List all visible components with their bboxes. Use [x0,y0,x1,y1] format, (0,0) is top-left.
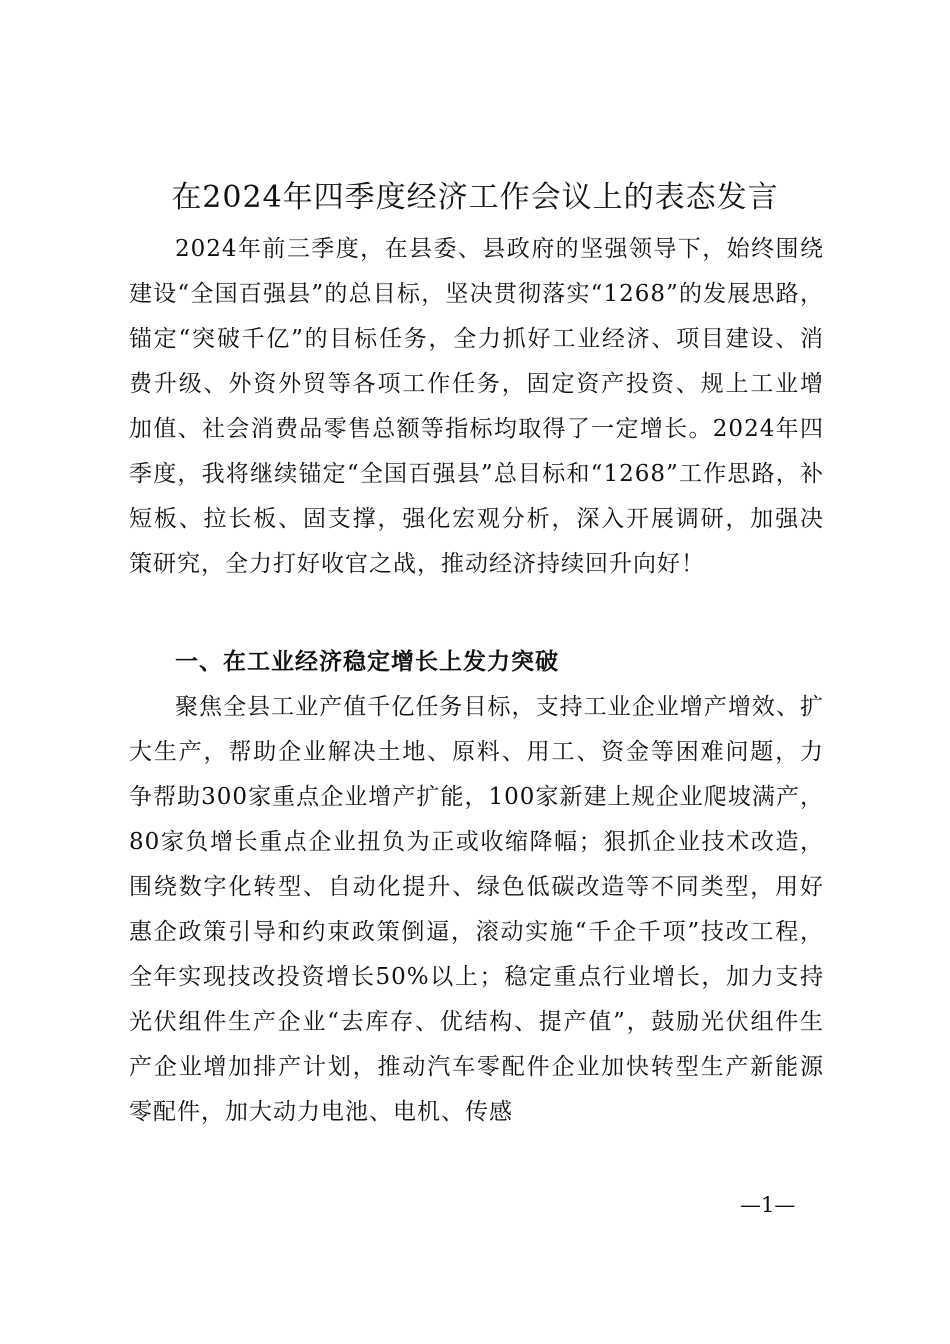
intro-paragraph: 2024年前三季度，在县委、县政府的坚强领导下，始终围绕建设“全国百强县”的总目标，坚决贯彻落实“1268”的发展思路，锚定“突破千亿”的目标任务，全力抓好工业经济、项目建设、消费升级、外资外贸等各项工作任务，固定资产投资、规上工业增加值、社会消费品零售总额等指标均取得了一定增长。2024年四季度，我将继续锚定“全国百强县”总目标和“1268”工作思路，补短板、拉长板、固支撑，强化宏观分析，深入开展调研，加强决策研究，全力打好收官之战，推动经济持续回升向好！ [129,236,824,577]
page-number: —1— [740,1193,796,1217]
section-paragraph: 聚焦全县工业产值千亿任务目标，支持工业企业增产增效、扩大生产，帮助企业解决土地、原料、用工、资金等困难问题，力争帮助300家重点企业增产扩能，100家新建上规企业爬坡满产，80家负增长重点企业扭负为正或收缩降幅；狠抓企业技术改造，围绕数字化转型、自动化提升、绿色低碳改造等不同类型，用好惠企政策引导和约束政策倒逼，滚动实施“千企千项”技改工程，全年实现技改投资增长50%以上；稳定重点行业增长，加力支持光伏组件生产企业“去库存、优结构、提产值”，鼓励光伏组件生产企业增加排产计划，推动汽车零配件企业加快转型生产新能源零配件，加大动力电池、电机、传感 [129,694,824,1125]
section-heading: 一、在工业经济稳定增长上发力突破 [175,649,559,675]
document-title: 在2024年四季度经济工作会议上的表态发言 [171,180,779,215]
